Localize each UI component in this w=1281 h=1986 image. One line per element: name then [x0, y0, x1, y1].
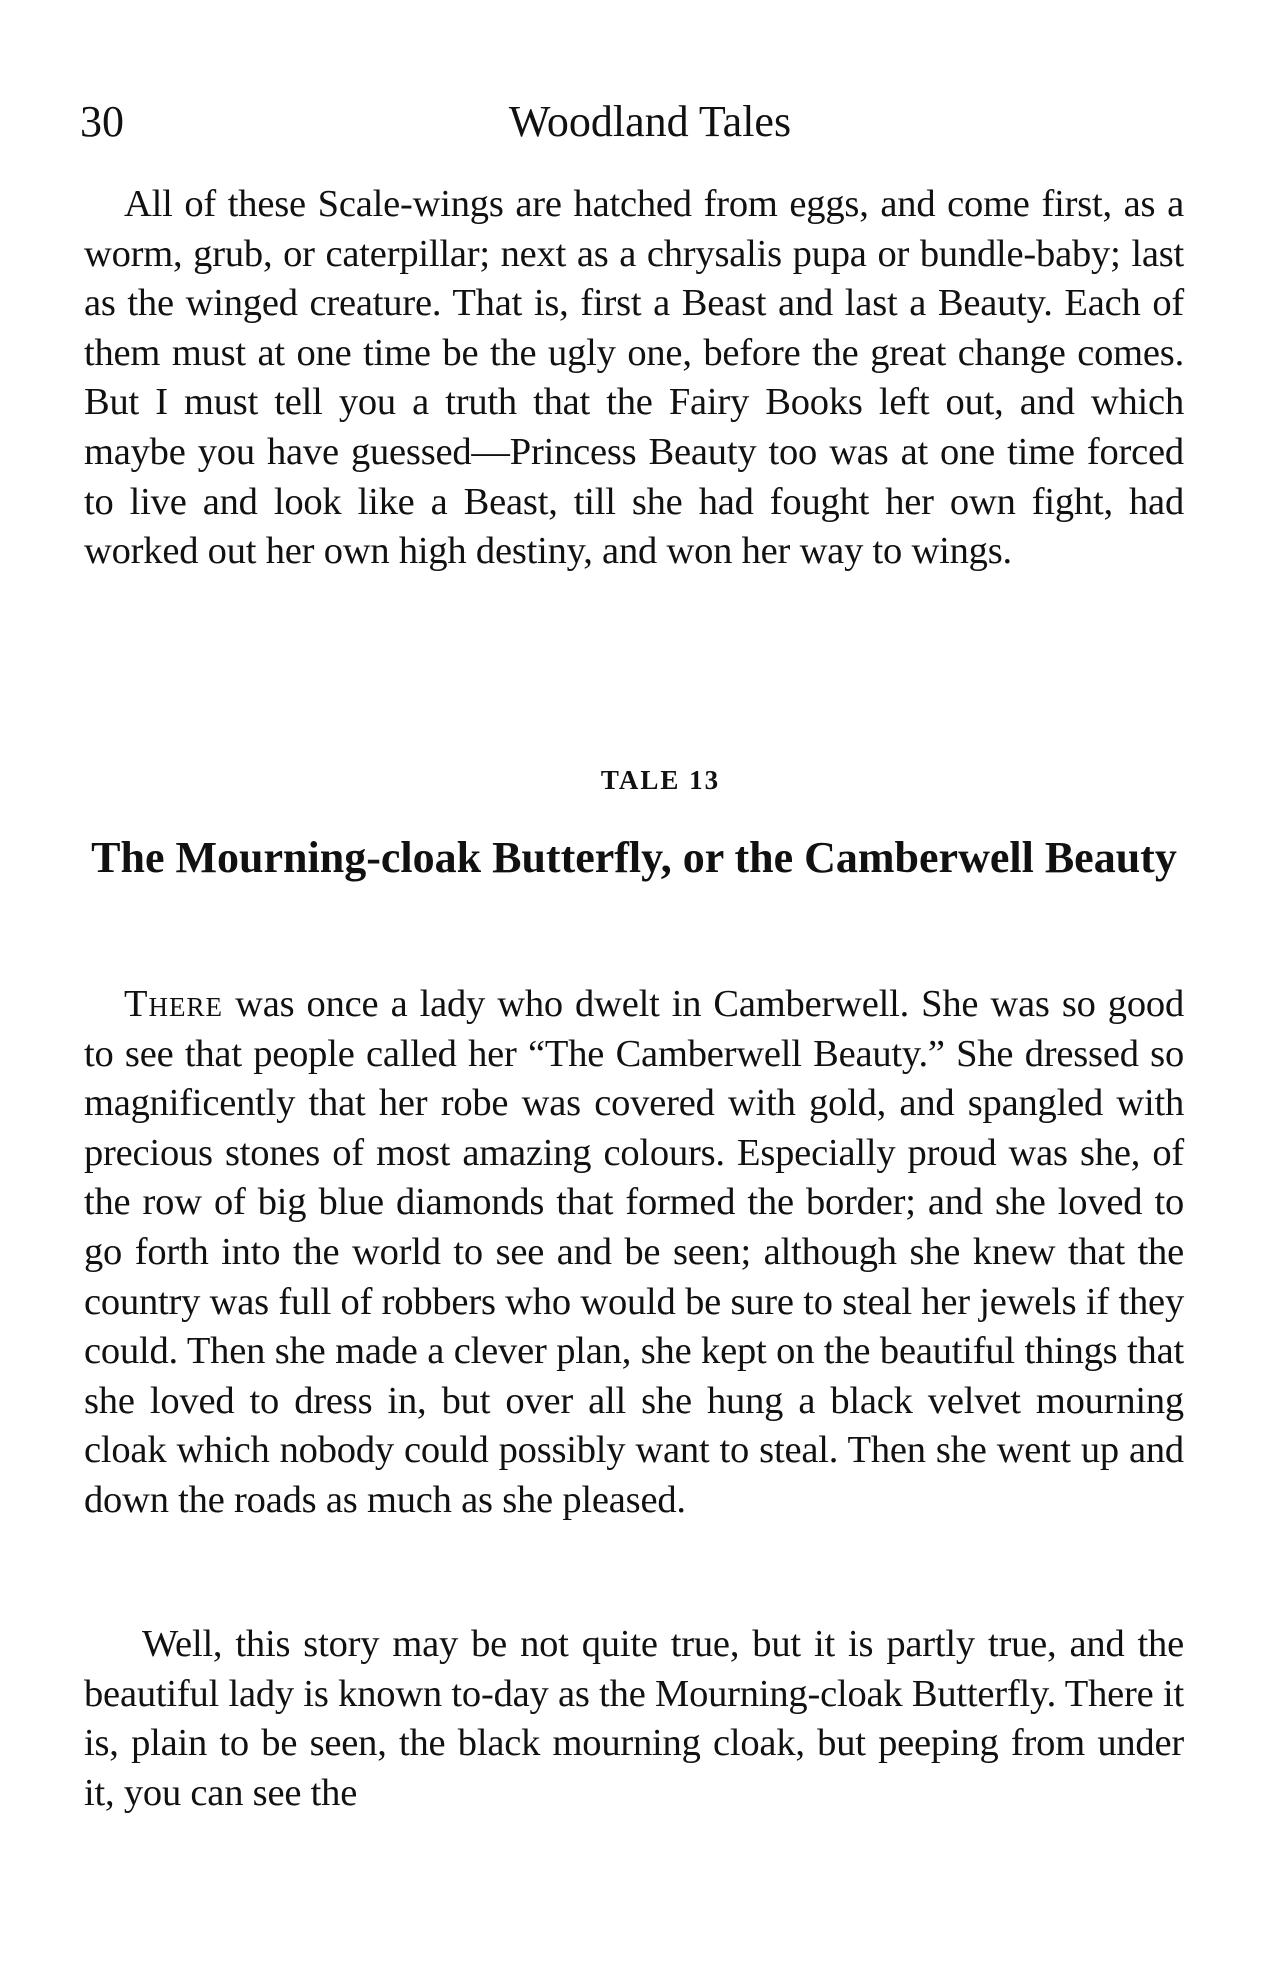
- story-paragraph: [84, 980, 1184, 1526]
- intro-paragraph: All of these Scale-wings are hatched from eggs, and come first, as a worm, grub, or caterpillar; next as a chrysalis pupa or bundle-baby; last as the winged creature. That is, first a Beast and last a Beauty. Each of them must at one time be the ugly one, before the great change comes. But I must tell you a truth that the Fairy Books left out, and which maybe you have guessed—Princess Beauty too was at one time forced to live and look like a Beast, till she had fought her own fight, had worked out her own high destiny, and won her way to wings.: [84, 183, 1184, 573]
- running-title: Woodland Tales: [508, 97, 792, 146]
- tale-title: The Mourning-cloak Butterfly, or the Camberwell Beauty: [91, 833, 1177, 882]
- page-number: 30: [80, 97, 124, 146]
- tale-number-label: TALE 13: [600, 765, 721, 795]
- story-lead-word: There: [124, 983, 224, 1025]
- running-head: [80, 92, 1190, 152]
- closing-paragraph: Well, this story may be not quite true, but it is partly true, and the beautiful lady is known to-day as the Mourning-cloak Butterfly. There it is, plain to be seen, the black mourning cloak, but peeping from under it, you can see the: [84, 1623, 1184, 1814]
- story-text: was once a lady who dwelt in Camberwell. She was so good to see that people called her “The Camberwell Beauty.” She dressed so magnificently that her robe was covered with gold, and spangled with precious stones of most amazing colours. Especially proud was she, of the row of big blue diamonds that formed the border; and she loved to go forth into the world to see and be seen; although she knew that the country was full of robbers who would be sure to steal her jewels if they could. Then she made a clever plan, she kept on the beautiful things that she loved to dress in, but over all she hung a black velvet mourning cloak which nobody could possibly want to steal. Then she went up and down the roads as much as she pleased.: [84, 983, 1184, 1521]
